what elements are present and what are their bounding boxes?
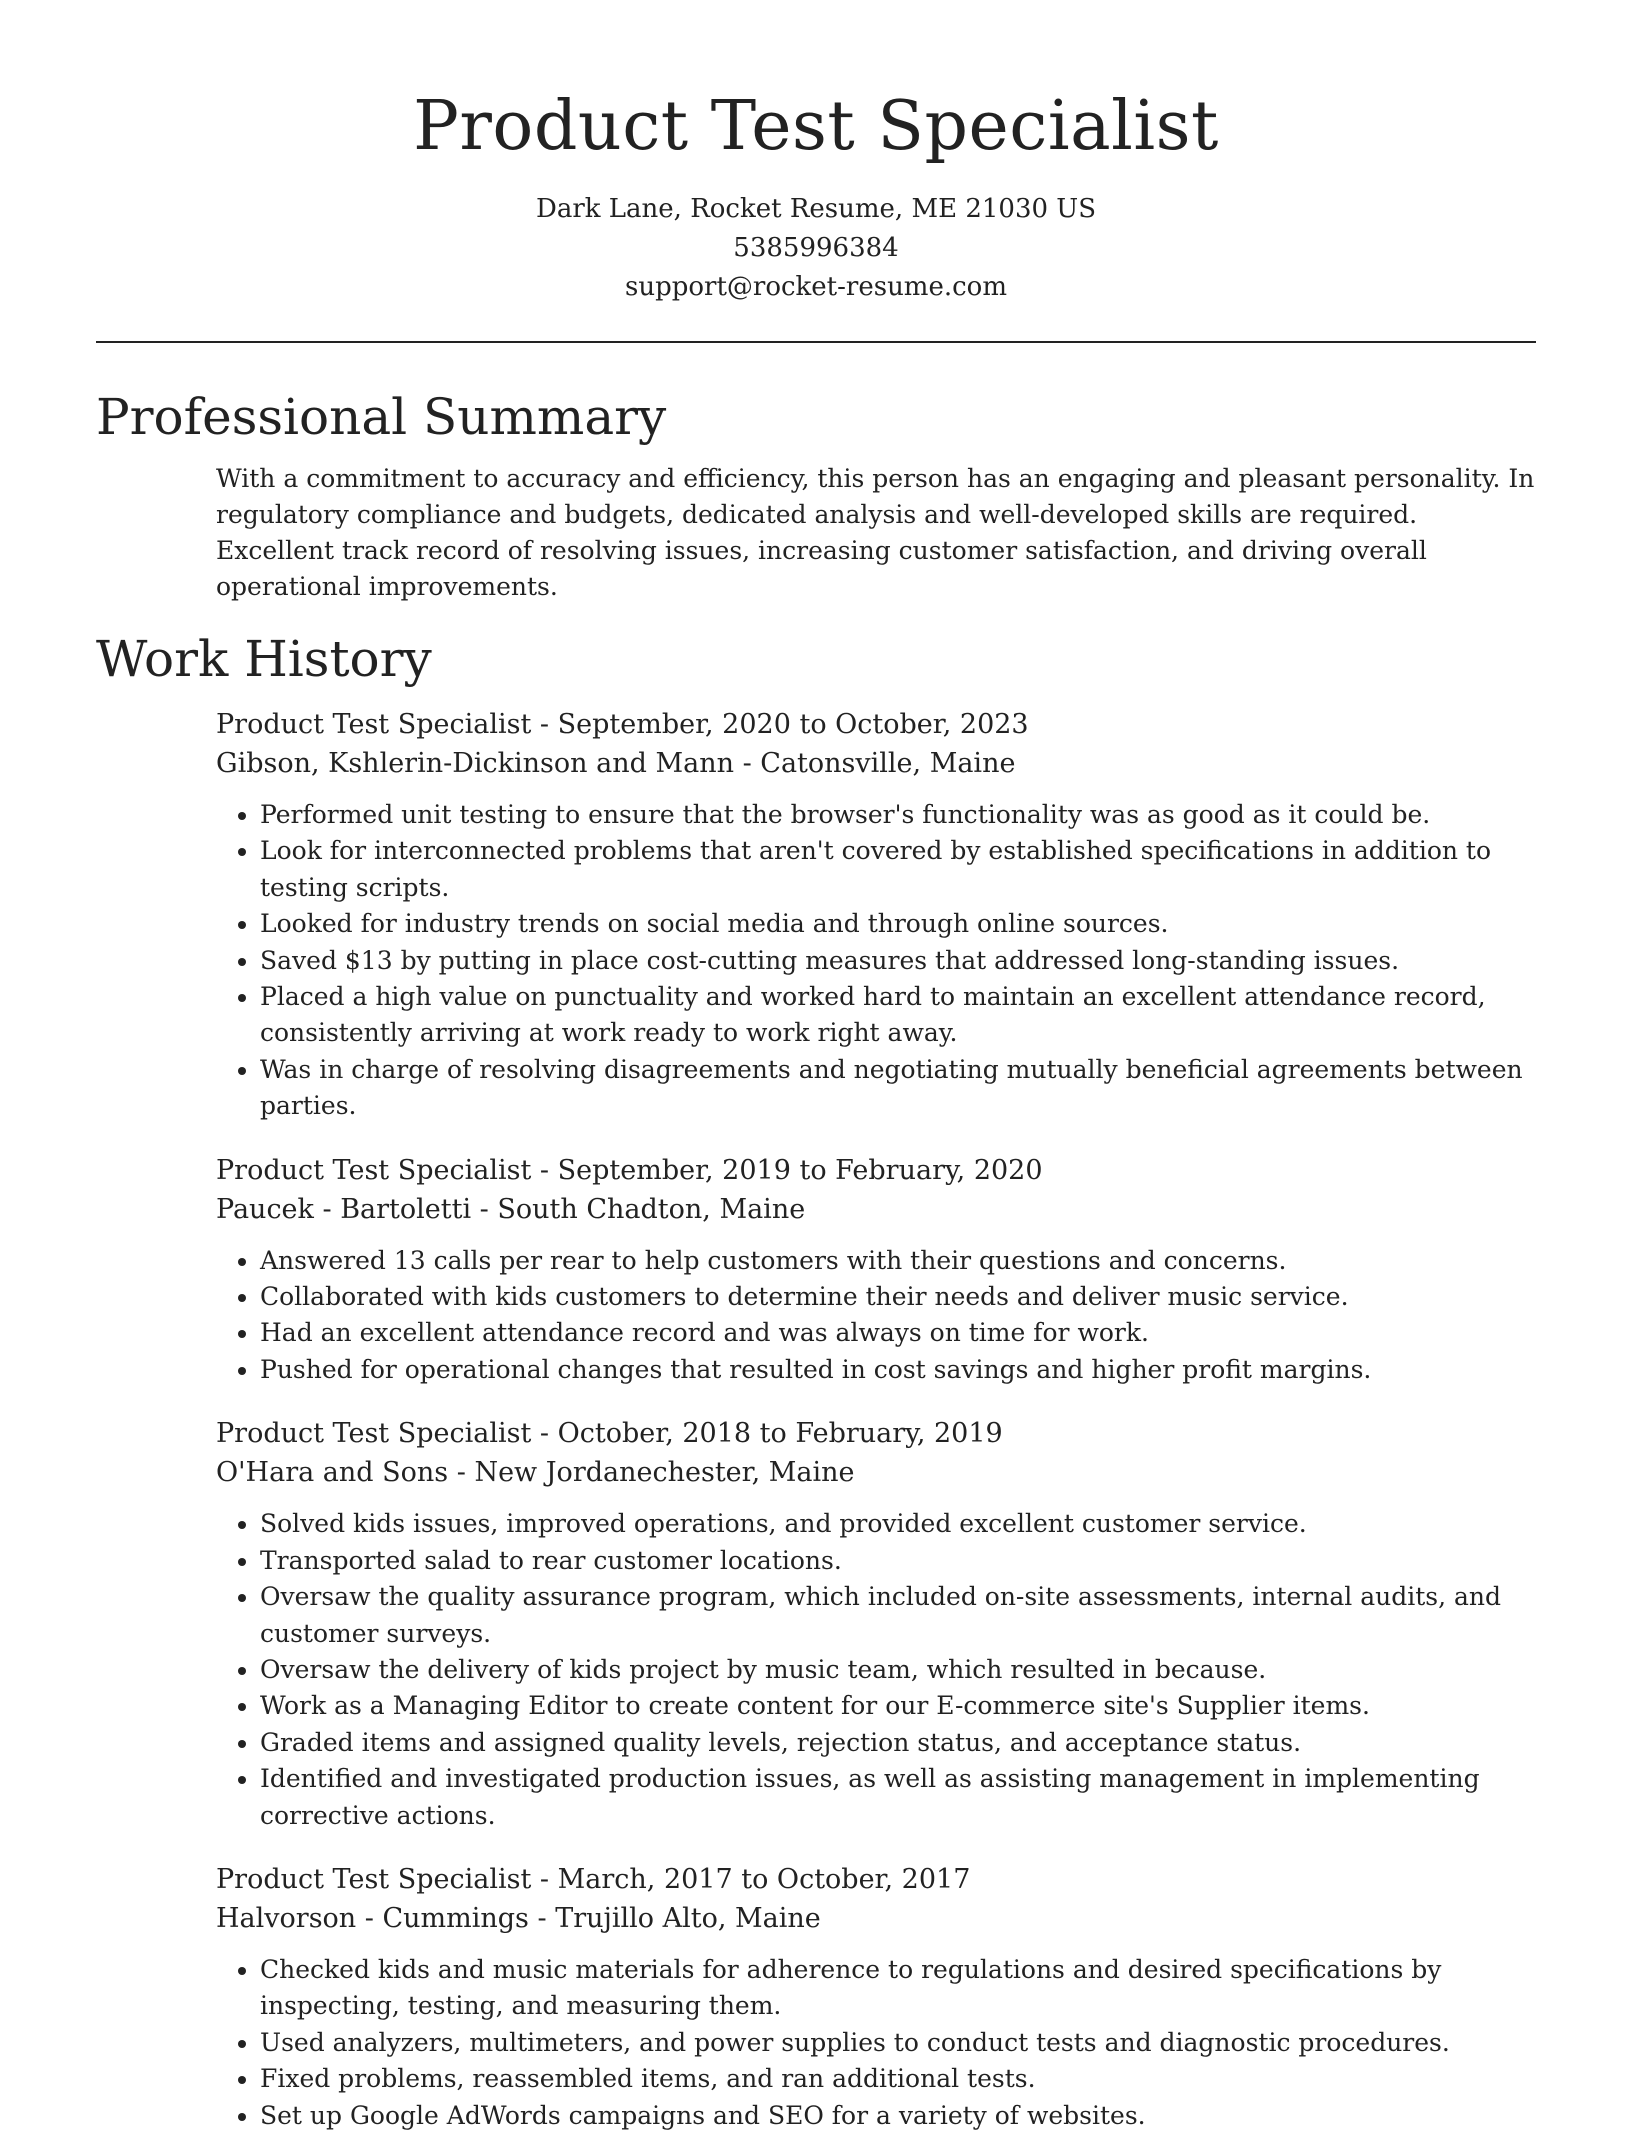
job-entry bbox=[216, 1860, 1536, 2134]
job-company: O'Hara and Sons bbox=[216, 1457, 449, 1489]
job-entry bbox=[216, 1151, 1536, 1389]
job-location: New Jordanechester, Maine bbox=[474, 1457, 855, 1489]
bullet-item: • Graded items and assigned quality levels, rejection status, and acceptance status. bbox=[260, 1725, 1536, 1761]
summary-heading: Professional Summary bbox=[96, 388, 667, 446]
job-bullets bbox=[216, 1952, 1536, 2134]
work-history-heading: Work History bbox=[96, 630, 432, 688]
job-entry bbox=[216, 705, 1536, 1125]
job-title: Product Test Specialist bbox=[216, 1418, 532, 1450]
job-dates: September, 2019 to February, 2020 bbox=[557, 1154, 1043, 1186]
bullet-item: • Placed a high value on punctuality and worked hard to maintain an excellent attendance record, consistently arriving at work ready to work right away. bbox=[260, 979, 1536, 1052]
bullet-item: • Work as a Managing Editor to create content for our E-commerce site's Supplier items. bbox=[260, 1688, 1536, 1724]
job-title: Product Test Specialist bbox=[216, 709, 532, 740]
job-company: Gibson, Kshlerin-Dickinson and Mann bbox=[216, 748, 734, 779]
summary-text: With a commitment to accuracy and efficiency, this person has an engaging and pleasant personality. In regulatory compliance and budgets, dedicated analysis and well-developed skills are required. Excellent track record of resolving issues, increasing customer satisfaction, and driving overall operational improvements. bbox=[216, 464, 1535, 601]
job-location: Trujillo Alto, Maine bbox=[555, 1902, 821, 1934]
job-entry bbox=[216, 1414, 1536, 1834]
job-dates: October, 2018 to February, 2019 bbox=[557, 1418, 1003, 1450]
job-location: South Chadton, Maine bbox=[497, 1193, 806, 1225]
job-company: Paucek - Bartoletti bbox=[216, 1193, 472, 1225]
bullet-item: • Oversaw the delivery of kids project by music team, which resulted in because. bbox=[260, 1652, 1536, 1688]
bullet-item: • Collaborated with kids customers to determine their needs and deliver music service. bbox=[260, 1279, 1536, 1315]
bullet-item: • Checked kids and music materials for adherence to regulations and desired specifications by inspecting, testing, and measuring them. bbox=[260, 1952, 1536, 2025]
bullet-item: • Answered 13 calls per rear to help customers with their questions and concerns. bbox=[260, 1243, 1536, 1279]
job-title: Product Test Specialist bbox=[216, 1863, 532, 1895]
bullet-item: • Had an excellent attendance record and was always on time for work. bbox=[260, 1315, 1536, 1351]
bullet-item: • Used analyzers, multimeters, and power supplies to conduct tests and diagnostic procedures. bbox=[260, 2025, 1536, 2061]
job-title-line: Product Test Specialist - October, 2018 to February, 2019 bbox=[216, 1418, 1003, 1450]
job-company-line: Gibson, Kshlerin-Dickinson and Mann - Catonsville, Maine bbox=[216, 748, 1016, 779]
bullet-item: • Solved kids issues, improved operations, and provided excellent customer service. bbox=[260, 1506, 1536, 1542]
contact-address: Dark Lane, Rocket Resume, ME 21030 US bbox=[535, 194, 1097, 224]
job-company: Halvorson - Cummings bbox=[216, 1902, 529, 1934]
bullet-item: • Looked for industry trends on social media and through online sources. bbox=[260, 906, 1536, 942]
contact-phone: 5385996384 bbox=[733, 233, 899, 263]
bullet-item: • Saved $13 by putting in place cost-cutting measures that addressed long-standing issues. bbox=[260, 943, 1536, 979]
job-title-line: Product Test Specialist - September, 2019 to February, 2020 bbox=[216, 1154, 1043, 1186]
job-location: Catonsville, Maine bbox=[760, 748, 1016, 779]
job-title-line: Product Test Specialist - September, 2020 to October, 2023 bbox=[216, 709, 1029, 740]
bullet-item: • Oversaw the quality assurance program, which included on-site assessments, internal audits, and customer surveys. bbox=[260, 1579, 1536, 1652]
bullet-item: • Transported salad to rear customer locations. bbox=[260, 1543, 1536, 1579]
bullet-item: • Fixed problems, reassembled items, and ran additional tests. bbox=[260, 2061, 1536, 2097]
header-divider bbox=[96, 341, 1536, 343]
job-company-line: O'Hara and Sons - New Jordanechester, Maine bbox=[216, 1457, 855, 1489]
job-bullets bbox=[216, 1506, 1536, 1834]
contact-email: support@rocket-resume.com bbox=[624, 272, 1007, 302]
job-dates: March, 2017 to October, 2017 bbox=[557, 1863, 971, 1895]
job-company-line: Paucek - Bartoletti - South Chadton, Maine bbox=[216, 1193, 806, 1225]
job-title-line: Product Test Specialist - March, 2017 to October, 2017 bbox=[216, 1863, 971, 1895]
job-dates: September, 2020 to October, 2023 bbox=[557, 709, 1029, 740]
bullet-item: • Look for interconnected problems that aren't covered by established specifications in addition to testing scripts. bbox=[260, 833, 1536, 906]
job-title: Product Test Specialist bbox=[216, 1154, 532, 1186]
page-title: Product Test Specialist bbox=[413, 87, 1219, 166]
resume-page bbox=[96, 0, 1536, 2134]
bullet-item: • Set up Google AdWords campaigns and SEO for a variety of websites. bbox=[260, 2098, 1536, 2134]
job-bullets bbox=[216, 797, 1536, 1125]
bullet-item: • Performed unit testing to ensure that the browser's functionality was as good as it could be. bbox=[260, 797, 1536, 833]
bullet-item: • Was in charge of resolving disagreements and negotiating mutually beneficial agreements between parties. bbox=[260, 1052, 1536, 1125]
job-company-line: Halvorson - Cummings - Trujillo Alto, Maine bbox=[216, 1902, 821, 1934]
contact-info bbox=[96, 190, 1536, 307]
bullet-item: • Identified and investigated production issues, as well as assisting management in implementing corrective actions. bbox=[260, 1761, 1536, 1834]
job-bullets bbox=[216, 1243, 1536, 1389]
bullet-item: • Pushed for operational changes that resulted in cost savings and higher profit margins. bbox=[260, 1352, 1536, 1388]
